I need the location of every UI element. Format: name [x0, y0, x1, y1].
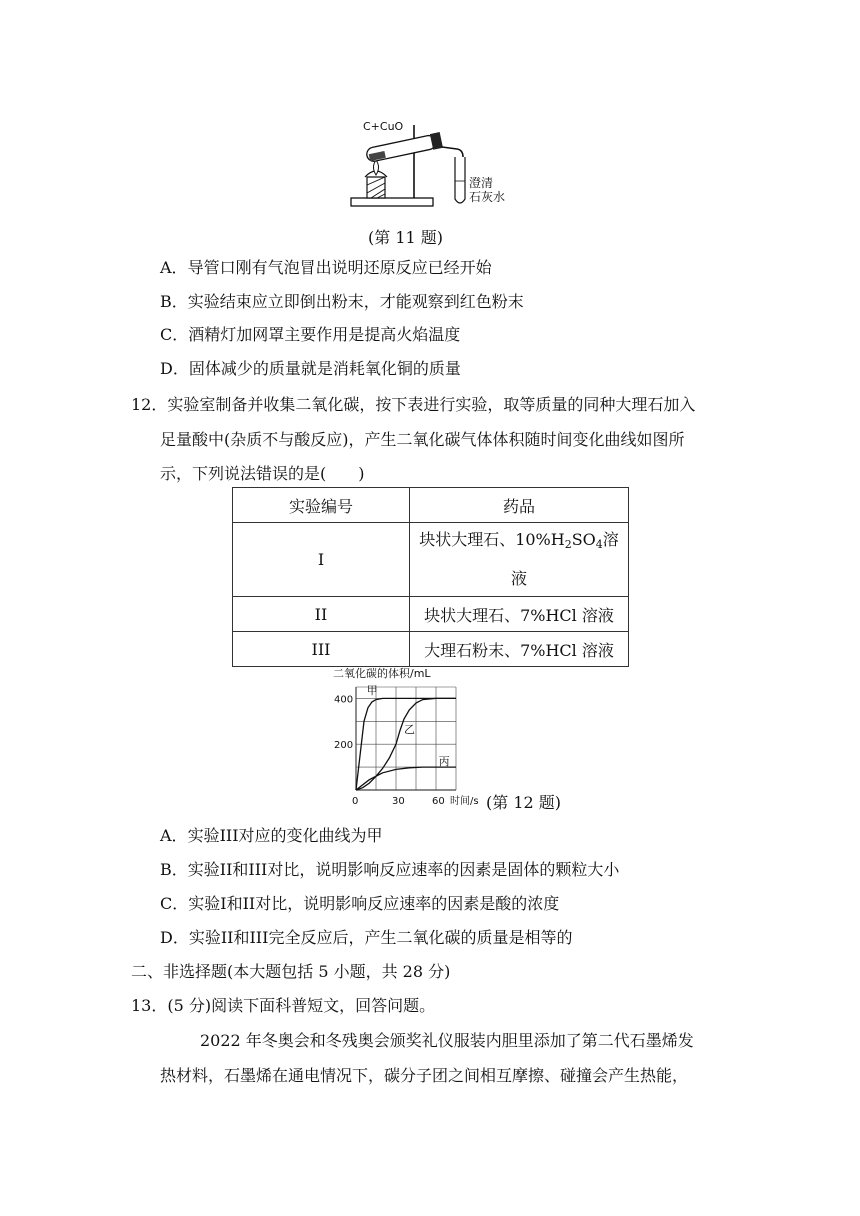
x-tick-label: 0 — [352, 796, 359, 807]
q11-option-c: C．酒精灯加网罩主要作用是提高火焰温度 — [160, 325, 461, 344]
x-axis-label: 时间/s — [450, 796, 479, 807]
q12-stem-line-1: 12．实验室制备并收集二氧化碳，按下表进行实验，取等质量的同种大理石加入 — [131, 395, 696, 414]
q13-para-line-2: 热材料，石墨烯在通电情况下，碳分子团之间相互摩擦、碰撞会产生热能， — [160, 1066, 689, 1085]
apparatus-figure — [345, 115, 520, 210]
table-cell-id: III — [233, 632, 410, 667]
q13-stem: 13．(5 分)阅读下面科普短文，回答问题。 — [131, 996, 436, 1015]
q11-option-b: B．实验结束应立即倒出粉末，才能观察到红色粉末 — [160, 292, 524, 311]
table-cell-drug: 块状大理石、7%HCl 溶液 — [410, 597, 629, 632]
q12-number: 12． — [131, 395, 168, 414]
y-tick-label: 200 — [334, 740, 354, 752]
stand-base — [351, 198, 433, 206]
q11-option-a: A．导管口刚有气泡冒出说明还原反应已经开始 — [160, 258, 492, 277]
reagent-label: C+CuO — [363, 120, 404, 133]
flame-icon — [374, 160, 379, 175]
co2-volume-chart — [325, 665, 485, 815]
table-cell-id: I — [233, 523, 410, 597]
y-tick-label: 400 — [334, 694, 354, 706]
table-cell-id: II — [233, 597, 410, 632]
q11-option-d: D．固体减少的质量就是消耗氧化铜的质量 — [160, 359, 461, 378]
experiment-table — [232, 487, 629, 667]
series-label-3: 丙 — [438, 754, 450, 768]
figure-caption-11: (第 11 题) — [368, 228, 444, 247]
q13-para-line-1: 2022 年冬奥会和冬残奥会颁奖礼仪服装内胆里添加了第二代石墨烯发 — [200, 1031, 694, 1050]
x-tick-label: 30 — [392, 796, 405, 807]
series-line-3 — [356, 767, 456, 790]
table-row — [233, 597, 629, 632]
limewater-label-2: 石灰水 — [469, 190, 506, 204]
x-tick-label: 60 — [432, 796, 445, 807]
q12-option-b: B．实验II和III对比，说明影响反应速率的因素是固体的颗粒大小 — [160, 860, 620, 879]
table-row — [233, 632, 629, 667]
q12-option-c: C．实验I和II对比，说明影响反应速率的因素是酸的浓度 — [160, 894, 560, 913]
q12-option-d: D．实验II和III完全反应后，产生二氧化碳的质量是相等的 — [160, 928, 573, 947]
q12-stem-line-2: 足量酸中(杂质不与酸反应)，产生二氧化碳气体体积随时间变化曲线如图所 — [160, 430, 685, 449]
figure-caption-12: (第 12 题) — [486, 793, 562, 812]
q12-option-a: A．实验III对应的变化曲线为甲 — [160, 826, 383, 845]
table-header-drug: 药品 — [410, 488, 629, 523]
y-axis-label: 二氧化碳的体积/mL — [333, 667, 431, 680]
table-cell-drug: 大理石粉末、7%HCl 溶液 — [410, 632, 629, 667]
section-heading: 二、非选择题(本大题包括 5 小题，共 28 分) — [131, 962, 451, 981]
q13-number: 13． — [131, 996, 168, 1015]
limewater-label-1: 澄清 — [469, 176, 494, 190]
q12-stem-line-3: 示，下列说法错误的是( ) — [160, 464, 365, 483]
series-label-2: 乙 — [404, 722, 415, 736]
table-header-id: 实验编号 — [233, 488, 410, 523]
limewater-tube — [455, 157, 465, 203]
table-row — [233, 523, 629, 597]
table-cell-drug: 块状大理石、$10\%H_2SO_4$溶 液 — [410, 523, 629, 597]
series-label-1: 甲 — [366, 683, 378, 697]
